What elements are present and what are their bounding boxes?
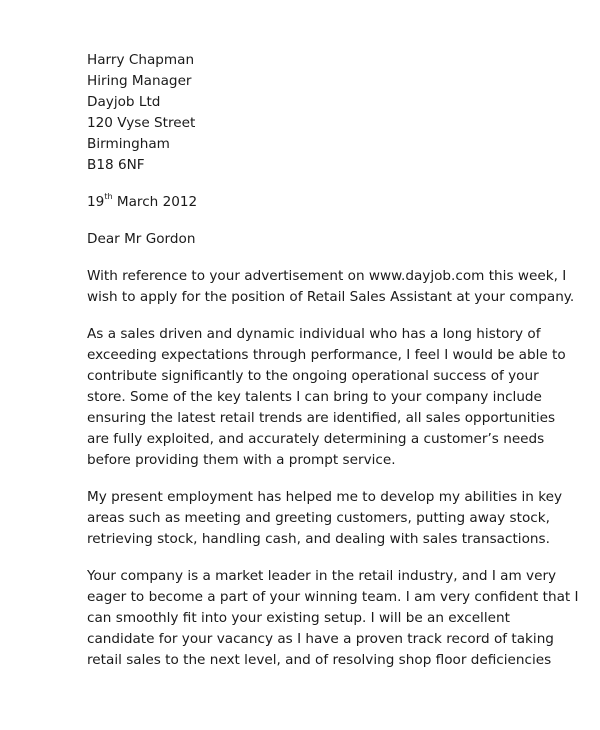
paragraph-line: Your company is a market leader in the retail industry, and I am very bbox=[87, 568, 557, 584]
recipient-company: Dayjob Ltd bbox=[87, 94, 161, 110]
letter-date bbox=[87, 192, 587, 213]
letter-page bbox=[87, 50, 587, 671]
paragraph-line: before providing them with a prompt service. bbox=[87, 452, 396, 468]
date-suffix: th bbox=[104, 192, 113, 202]
paragraph-line: My present employment has helped me to develop my abilities in key bbox=[87, 489, 562, 505]
paragraph-line: eager to become a part of your winning team. I am very confident that I bbox=[87, 589, 579, 605]
paragraph-line: can smoothly fit into your existing setup. I will be an excellent bbox=[87, 610, 510, 626]
paragraph-line: As a sales driven and dynamic individual who has a long history of bbox=[87, 326, 541, 342]
paragraph-line: exceeding expectations through performance, I feel I would be able to bbox=[87, 347, 566, 363]
paragraph-line: ensuring the latest retail trends are identified, all sales opportunities bbox=[87, 410, 556, 426]
recipient-city: Birmingham bbox=[87, 136, 170, 152]
paragraph-line: wish to apply for the position of Retail Sales Assistant at your company. bbox=[87, 289, 575, 305]
paragraph-line: With reference to your advertisement on www.dayjob.com this week, I bbox=[87, 268, 567, 284]
paragraph-line: are fully exploited, and accurately determining a customer’s needs bbox=[87, 431, 545, 447]
paragraph-line: candidate for your vacancy as I have a proven track record of taking bbox=[87, 631, 554, 647]
recipient-postcode: B18 6NF bbox=[87, 157, 145, 173]
recipient-title: Hiring Manager bbox=[87, 73, 192, 89]
salutation: Dear Mr Gordon bbox=[87, 231, 196, 247]
paragraph-line: retrieving stock, handling cash, and dealing with sales transactions. bbox=[87, 531, 550, 547]
recipient-name: Harry Chapman bbox=[87, 52, 195, 68]
paragraph-1 bbox=[87, 266, 587, 308]
paragraph-line: areas such as meeting and greeting customers, putting away stock, bbox=[87, 510, 550, 526]
paragraph-3 bbox=[87, 487, 587, 550]
paragraph-4 bbox=[87, 566, 587, 671]
paragraph-2 bbox=[87, 324, 587, 471]
paragraph-line: retail sales to the next level, and of resolving shop floor deficiencies bbox=[87, 652, 552, 668]
date-day: 19 bbox=[87, 194, 105, 210]
date-rest: March 2012 bbox=[112, 194, 198, 210]
paragraph-line: contribute significantly to the ongoing operational success of your bbox=[87, 368, 539, 384]
recipient-address bbox=[87, 50, 587, 176]
paragraph-line: store. Some of the key talents I can bring to your company include bbox=[87, 389, 542, 405]
recipient-street: 120 Vyse Street bbox=[87, 115, 196, 131]
